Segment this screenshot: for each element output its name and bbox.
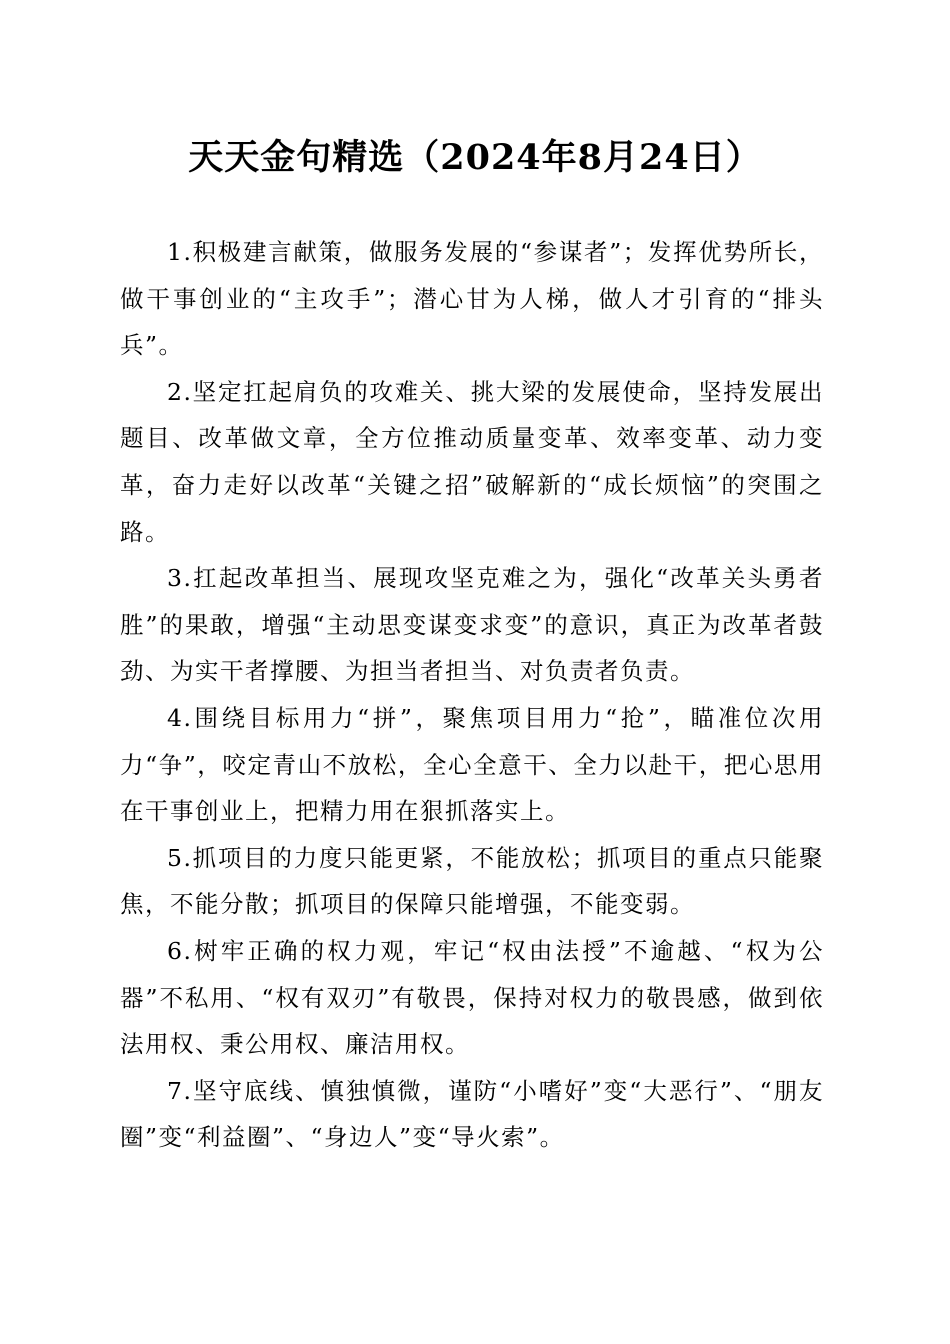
document-body [120,229,824,1161]
quote-paragraph-3: 3.扛起改革担当、展现攻坚克难之为，强化“改革关头勇者胜”的果敢，增强“主动思变谋变求变”的意识，真正为改革者鼓劲、为实干者撑腰、为担当者担当、对负责者负责。 [120,564,824,686]
quote-paragraph-6: 6.树牢正确的权力观，牢记“权由法授”不逾越、“权为公器”不私用、“权有双刃”有敬畏，保持对权力的敬畏感，做到依法用权、秉公用权、廉洁用权。 [120,936,824,1059]
quote-paragraph-4: 4.围绕目标用力“拼”，聚焦项目用力“抢”，瞄准位次用力“争”，咬定青山不放松，全心全意干、全力以赴干，把心思用在干事创业上，把精力用在狠抓落实上。 [120,703,824,826]
quote-paragraph-1: 1.积极建言献策，做服务发展的“参谋者”；发挥优势所长，做干事创业的“主攻手”；潜心甘为人梯，做人才引育的“排头兵”。 [120,238,824,360]
document-title: 天天金句精选（2024年8月24日） [188,137,762,178]
quote-paragraph-5: 5.抓项目的力度只能更紧，不能放松；抓项目的重点只能聚焦，不能分散；抓项目的保障只能增强，不能变弱。 [120,843,824,919]
quote-paragraph-7: 7.坚守底线、慎独慎微，谨防“小嗜好”变“大恶行”、“朋友圈”变“利益圈”、“身边人”变“导火索”。 [120,1076,824,1152]
quote-paragraph-2: 2.坚定扛起肩负的攻难关、挑大梁的发展使命，坚持发展出题目、改革做文章，全方位推动质量变革、效率变革、动力变革，奋力走好以改革“关键之招”破解新的“成长烦恼”的突围之路。 [120,377,824,546]
